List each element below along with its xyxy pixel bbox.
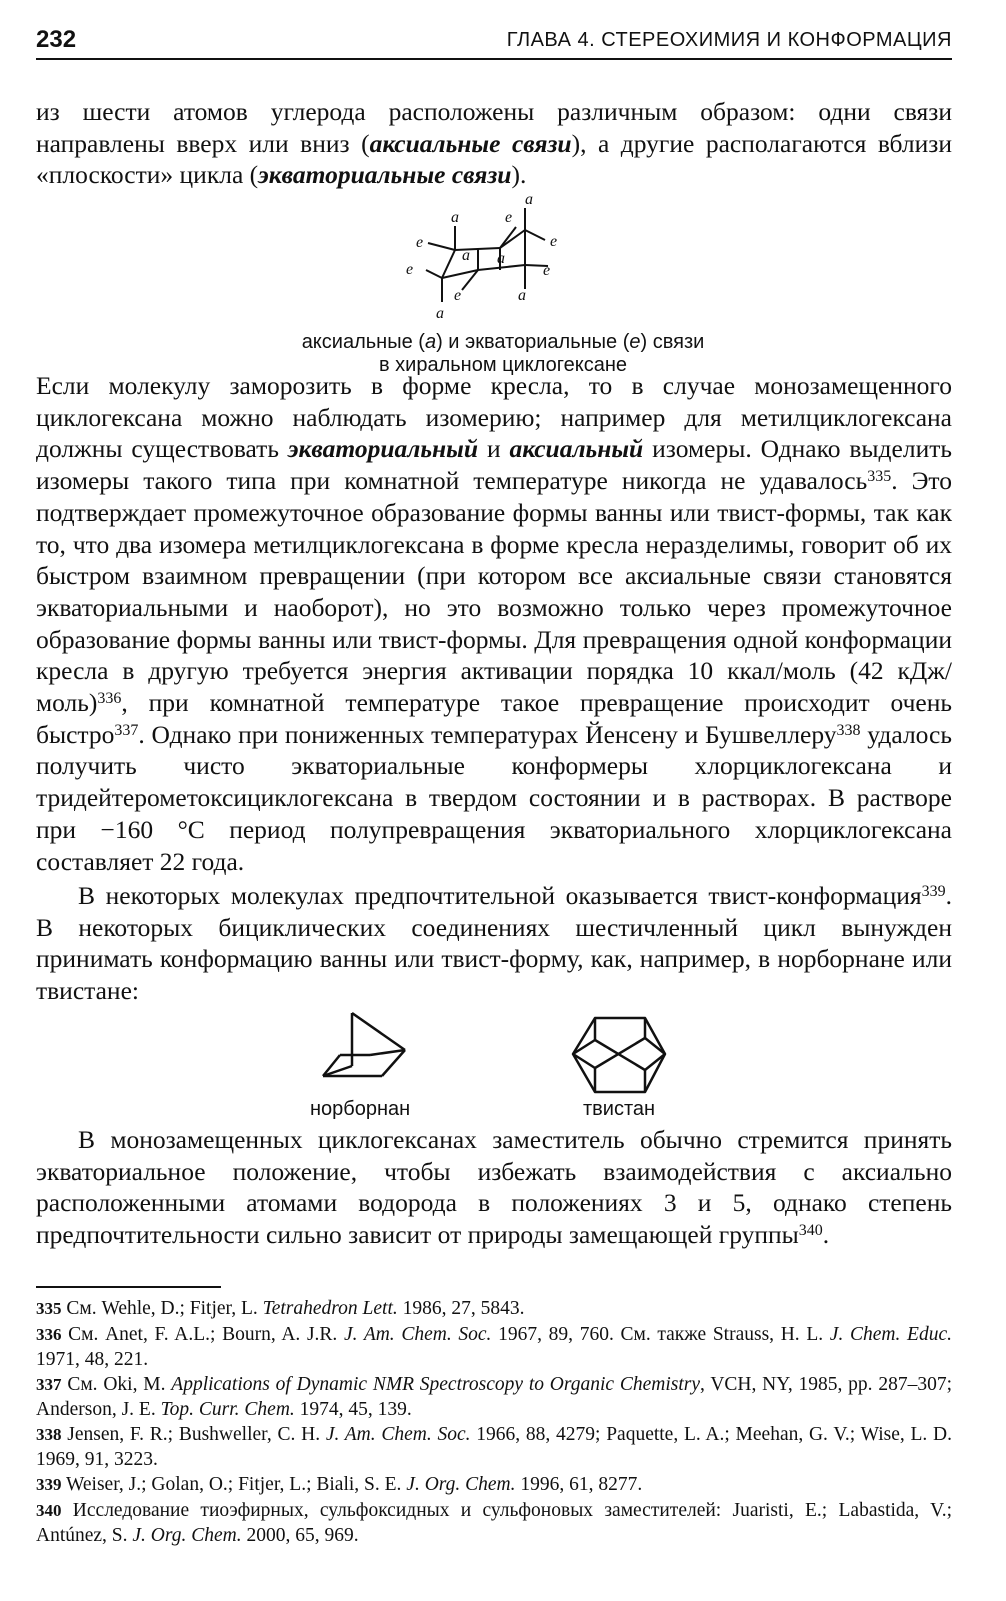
- fn-journal: Top. Curr. Chem.: [160, 1399, 295, 1420]
- fn-num: 339: [36, 1475, 62, 1494]
- paragraph-2: [36, 880, 952, 1007]
- norbornane-structure: [310, 1010, 420, 1090]
- fn-text: 1986, 27, 5843.: [397, 1298, 525, 1319]
- page-header: [36, 20, 952, 60]
- footnote-336: [36, 1322, 952, 1372]
- fn-text: Исследование тиоэфирных, сульфоксидных и сульфоновых заместителей: Juaristi, E.; Labastida, V.; Antúnez, S.: [36, 1500, 952, 1546]
- fn-journal: J. Org. Chem.: [132, 1525, 242, 1546]
- p1-text-2: изомеры. Однако выделить изомеры такого типа при комнатной температуре никогда не удавалось: [36, 434, 952, 496]
- p2-text-2: . В некоторых бициклических соединениях шестичленный цикл вынужден принимать конформацию ванны или твист-форму, как, например, в норборнане или твистане:: [36, 881, 952, 1006]
- label-equatorial-3: e: [550, 233, 558, 250]
- p1-text-1: Если молекулу заморозить в форме кресла, то в случае монозамещенного циклогексана можно наблюдать изомерию; например для метилциклогексана должны существовать: [36, 371, 952, 464]
- label-axial-3: a: [462, 247, 470, 264]
- fn-text: См. Oki, M.: [67, 1374, 172, 1395]
- twistane-label: твистан: [583, 1098, 656, 1120]
- fn-text: , VCH, NY, 1985, pp. 287–307; Anderson, J. E.: [36, 1374, 953, 1420]
- intro-text-1: из шести атомов углерода расположены различным образом: одни связи направлены вверх или вниз (: [36, 97, 952, 158]
- ref-335: 335: [867, 468, 892, 486]
- fn-text: См. Wehle, D.; Fitjer, L.: [66, 1298, 263, 1319]
- fn-journal: J. Am. Chem. Soc.: [343, 1324, 492, 1345]
- caption-axial-symbol: a: [424, 331, 437, 353]
- p3-text-2: .: [822, 1220, 830, 1250]
- label-axial-1: a: [525, 191, 533, 208]
- fn-journal: Tetrahedron Lett.: [262, 1298, 398, 1319]
- caption-part-b: ) и экваториальные (: [436, 331, 630, 353]
- p1-text-5: . Однако при пониженных температурах Йенсену и Бушвеллеру: [138, 719, 837, 749]
- caption-line-1: [0, 331, 1006, 354]
- fn-text: 1996, 61, 8277.: [515, 1474, 643, 1495]
- label-equatorial-2: e: [416, 234, 424, 251]
- axial-term: аксиальные связи: [369, 128, 572, 158]
- fn-text: Weiser, J.; Golan, O.; Fitjer, L.; Biali, S. E.: [66, 1474, 407, 1495]
- caption-part-a: аксиальные (: [301, 331, 425, 353]
- fn-text: Jensen, F. R.; Bushweller, C. H.: [67, 1424, 326, 1445]
- p1-text-6: удалось получить чисто экваториальные конформеры хлорциклогексана и тридейтерометоксициклогексана в твердом состоянии и в растворах. В растворе при −160 °C период полупревращения экваториального хлорциклогексана составляет 22 года.: [36, 719, 953, 876]
- ref-340: 340: [798, 1222, 823, 1240]
- footnote-335: [36, 1296, 952, 1321]
- fn-text: 1971, 48, 221.: [36, 1349, 149, 1370]
- fn-text: 1967, 89, 760. См. также Strauss, H. L.: [491, 1324, 830, 1345]
- p1-equatorial: экваториальный: [287, 434, 479, 464]
- cyclohexane-chair-diagram: [400, 190, 580, 330]
- label-equatorial-5: e: [543, 262, 551, 279]
- label-equatorial-4: e: [406, 261, 414, 278]
- label-equatorial-1: e: [505, 209, 513, 226]
- label-axial-4: a: [497, 250, 505, 267]
- p1-and: и: [478, 434, 510, 464]
- footnote-rule: [36, 1286, 221, 1288]
- running-title: ГЛАВА 4. СТЕРЕОХИМИЯ И КОНФОРМАЦИЯ: [506, 29, 952, 51]
- fn-journal: J. Org. Chem.: [406, 1474, 516, 1495]
- intro-paragraph: [36, 96, 952, 191]
- ref-337: 337: [114, 721, 139, 739]
- label-equatorial-6: e: [454, 287, 462, 304]
- ref-338: 338: [836, 721, 861, 739]
- p3-text-1: В монозамещенных циклогексанах заместитель обычно стремится принять экваториальное положение, чтобы избежать взаимодействия с аксиально расположенными атомами водорода в положениях 3 и 5, однако степень предпочтительности сильно зависит от природы замещающей группы: [36, 1125, 952, 1250]
- norbornane-label: норборнан: [310, 1098, 411, 1120]
- p1-axial: аксиальный: [509, 434, 644, 464]
- label-axial-5: a: [518, 287, 526, 304]
- footnote-337: [36, 1372, 952, 1422]
- paragraph-3: [36, 1124, 952, 1251]
- page-number: 232: [36, 26, 77, 53]
- caption-part-c: ) связи: [640, 331, 705, 353]
- caption-line-2: в хиральном циклогексане: [378, 354, 628, 376]
- paragraph-1: [36, 370, 952, 877]
- fn-book: Applications of Dynamic NMR Spectroscopy to Organic Chemistry: [171, 1374, 701, 1395]
- fn-text: 2000, 65, 969.: [241, 1525, 359, 1546]
- fn-num: 338: [36, 1425, 62, 1444]
- twistane-structure: [565, 1010, 675, 1100]
- label-axial-6: a: [436, 305, 444, 322]
- equatorial-term: экваториальные связи: [258, 160, 512, 190]
- ref-336: 336: [97, 690, 122, 708]
- fn-text: 1966, 88, 4279; Paquette, L. A.; Meehan, G. V.; Wise, L. D. 1969, 91, 3223.: [36, 1424, 952, 1470]
- label-axial-2: a: [451, 209, 459, 226]
- intro-text-2: ), а другие располагаются вблизи «плоскости» цикла (: [36, 128, 952, 190]
- fn-num: 340: [36, 1501, 62, 1520]
- p2-text-1: В некоторых молекулах предпочтительной оказывается твист-конформация: [78, 881, 922, 910]
- fn-num: 335: [36, 1299, 62, 1318]
- intro-text-3: ).: [511, 160, 527, 190]
- ref-339: 339: [921, 883, 946, 900]
- footnote-339: [36, 1472, 952, 1497]
- fn-num: 336: [36, 1325, 62, 1344]
- fn-num: 337: [36, 1375, 62, 1394]
- fn-journal: J. Am. Chem. Soc.: [325, 1424, 471, 1445]
- p1-text-4: , при комнатной температуре такое превращение происходит очень быстро: [36, 688, 952, 749]
- fn-journal: J. Chem. Educ.: [829, 1324, 952, 1345]
- footnote-340: [36, 1498, 952, 1548]
- footnote-338: [36, 1422, 952, 1472]
- caption-equatorial-symbol: e: [629, 331, 641, 353]
- fn-text: См. Anet, F. A.L.; Bourn, A. J.R.: [68, 1324, 344, 1345]
- fn-text: 1974, 45, 139.: [294, 1399, 412, 1420]
- p1-text-3: . Это подтверждает промежуточное образование формы ванны или твист-формы, так как то, что два изомера метилциклогексана в форме кресла неразделимы, говорит об их быстром взаимном превращении (при котором все аксиальные связи становятся экваториальными и наоборот), но это возможно только через промежуточное образование формы ванны или твист-формы. Для превращения одной конформации кресла в другую требуется энергия активации порядка 10 ккал/моль (42 кДж/моль): [36, 466, 952, 718]
